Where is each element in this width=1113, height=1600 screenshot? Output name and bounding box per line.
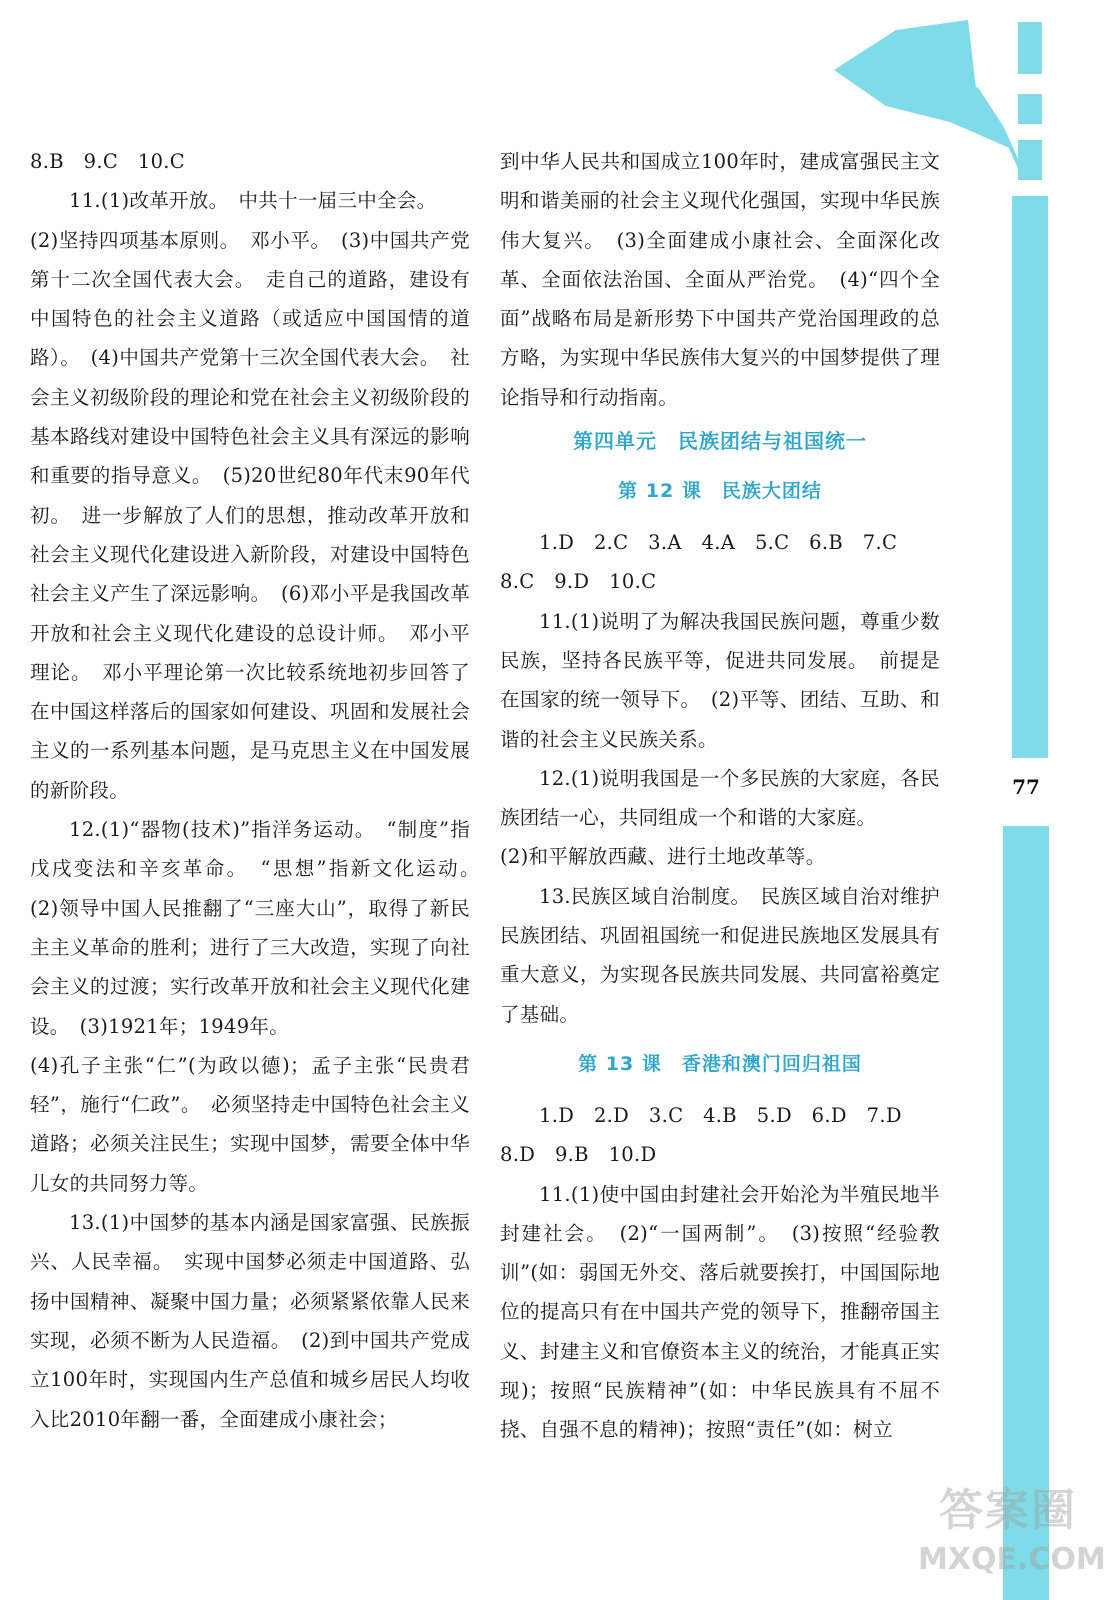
left-column	[30, 142, 490, 1439]
answer-paragraph: (4)孔子主张“仁”(为政以德)；孟子主张“民贵君轻”，施行“仁政”。 必须坚持走中国特色社会主义道路；必须关注民生；实现中国梦，需要全体中华儿女的共同努力等。	[30, 1053, 470, 1195]
answer-paragraph: 11.(1)说明了为解决我国民族问题，尊重少数民族，坚持各民族平等，促进共同发展。 前提是在国家的统一领导下。 (2)平等、团结、互助、和谐的社会主义民族关系。	[500, 609, 940, 751]
lesson-13-heading: 第 13 课 香港和澳门回归祖国	[578, 1052, 862, 1075]
answer-paragraph: 1.D 2.D 3.C 4.B 5.D 6.D 7.D	[539, 1103, 902, 1127]
watermark	[918, 1480, 1106, 1590]
lesson-12-heading: 第 12 课 民族大团结	[618, 480, 822, 503]
answer-paragraph: 8.B 9.C 10.C	[30, 150, 185, 173]
answer-paragraph: 12.(1)“器物(技术)”指洋务运动。 “制度”指戊戌变法和辛亥革命。 “思想”指新文化运动。 (2)领导中国人民推翻了“三座大山”，取得了新民主主义革命的胜利；进行了三大改造，实现了向社会主义的过渡；实行改革开放和社会主义现代化建设。 (3)1921年；1949年。	[30, 818, 490, 1038]
answer-paragraph: 11.(1)改革开放。 中共十一届三中全会。	[69, 189, 437, 213]
answer-paragraph: 13.(1)中国梦的基本内涵是国家富强、民族振兴、人民幸福。 实现中国梦必须走中国道路、弘扬中国精神、凝聚中国力量；必须紧紧依靠人民来实现，必须不断为人民造福。 (2)到中国共产党成立100年时，实现国内生产总值和城乡居民人均收入比2010年翻一番，全面建成小康社会；	[30, 1211, 470, 1431]
answer-paragraph: 12.(1)说明我国是一个多民族的大家庭，各民族团结一心，共同组成一个和谐的大家庭。	[500, 766, 940, 830]
decor-bar-long	[1012, 196, 1048, 758]
answer-paragraph: 到中华人民共和国成立100年时，建成富强民主文明和谐美丽的社会主义现代化强国，实现中华民族伟大复兴。 (3)全面建成小康社会、全面深化改革、全面依法治国、全面从严治党。 (4)“四个全面”战略布局是新形势下中国共产党治国理政的总方略，为实现中华民族伟大复兴的中国梦提供了理论指导和行动指南。	[500, 150, 940, 409]
watermark-url: MXQE.COM	[918, 1542, 1106, 1577]
answer-paragraph: (2)坚持四项基本原则。 邓小平。 (3)中国共产党第十二次全国代表大会。 走自己的道路，建设有中国特色的社会主义道路（或适应中国国情的道路）。 (4)中国共产党第十三次全国代表大会。 社会主义初级阶段的理论和党在社会主义初级阶段的基本路线对建设中国特色社会主义具有深远的影响和重要的指导意义。 (5)20世纪80年代末90年代初。 进一步解放了人们的思想，推动改革开放和社会主义现代化建设进入新阶段，对建设中国特色社会主义产生了深远影响。 (6)邓小平是我国改革开放和社会主义现代化建设的总设计师。 邓小平理论。 邓小平理论第一次比较系统地初步回答了在中国这样落后的国家如何建设、巩固和发展社会主义的一系列基本问题，是马克思主义在中国发展的新阶段。	[30, 228, 470, 802]
unit-heading: 第四单元 民族团结与祖国统一	[573, 429, 867, 454]
watermark-logo-text: 答案圈	[939, 1485, 1077, 1536]
answer-paragraph: 1.D 2.C 3.A 4.A 5.C 6.B 7.C	[539, 531, 898, 555]
page-number: 77	[1012, 775, 1040, 799]
answer-paragraph: 8.C 9.D 10.C	[500, 570, 657, 594]
answer-paragraph: 13.民族区域自治制度。 民族区域自治对维护民族团结、巩固祖国统一和促进民族地区发展具有重大意义，为实现各民族共同发展、共同富裕奠定了基础。	[500, 884, 940, 1026]
answer-paragraph: (2)和平解放西藏、进行土地改革等。	[500, 845, 826, 869]
answer-paragraph: 11.(1)使中国由封建社会开始沦为半殖民地半封建社会。 (2)“一国两制”。 (3)按照“经验教训”(如：弱国无外交、落后就要挨打，中国国际地位的提高只有在中国共产党的领导下，推翻帝国主义、封建主义和官僚资本主义的统治，才能真正实现)；按照“民族精神”(如：中华民族具有不屈不挠、自强不息的精神)；按照“责任”(如：树立	[500, 1182, 940, 1442]
right-column	[500, 142, 940, 1450]
answer-paragraph: 8.D 9.B 10.D	[500, 1143, 657, 1167]
